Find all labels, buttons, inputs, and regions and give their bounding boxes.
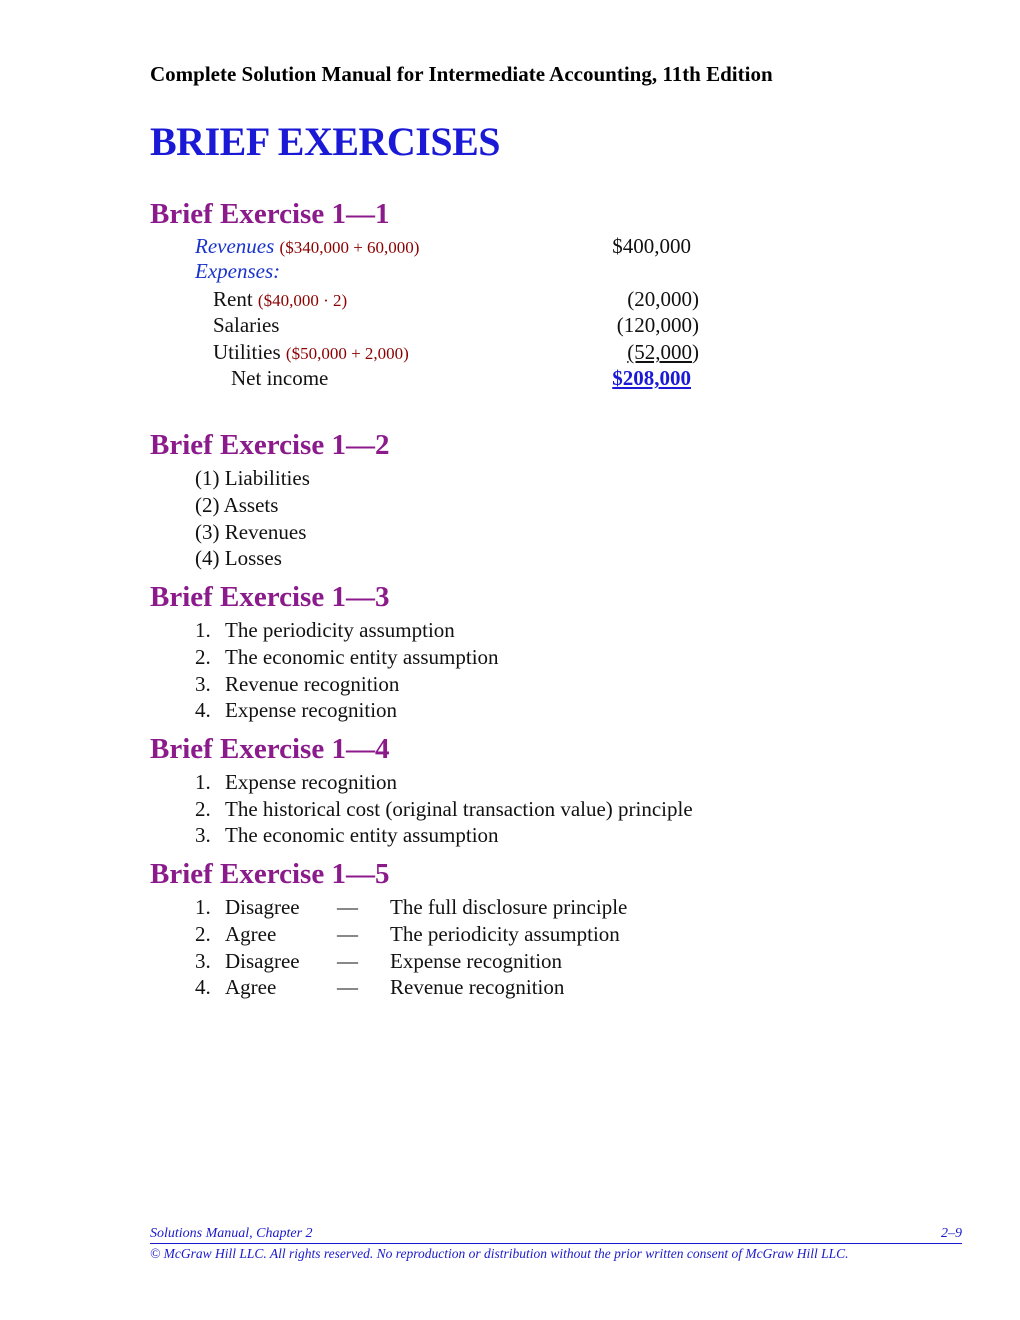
list-item: (3) Revenues: [195, 520, 307, 544]
revenues-calc: ($340,000 + 60,000): [279, 238, 420, 257]
footer-divider: [150, 1243, 962, 1244]
utilities-amount-paren: ): [692, 340, 699, 364]
page-title: BRIEF EXERCISES: [150, 119, 501, 164]
list-item: 4. Expense recognition: [195, 698, 398, 722]
utilities-row: [213, 340, 409, 365]
revenues-label: Revenues: [195, 234, 275, 258]
list-item: 3. The economic entity assumption: [195, 823, 499, 847]
net-income-label: Net income: [231, 366, 329, 390]
exercise-3-heading: Brief Exercise 1—3: [150, 581, 390, 613]
exercise-2-heading: Brief Exercise 1—2: [150, 429, 390, 461]
list-item: 1. Expense recognition: [195, 770, 398, 794]
reason: The periodicity assumption: [390, 922, 620, 946]
footer-page-number: 2–9: [941, 1226, 962, 1241]
rent-amount: (20,000): [627, 287, 699, 311]
list-item: (4) Losses: [195, 546, 282, 570]
net-income-amount: $208,000: [612, 366, 691, 390]
revenues-row: [195, 234, 419, 259]
utilities-label: Utilities: [213, 340, 281, 364]
list-item: 2. Agree: [195, 922, 277, 946]
salaries-amount: (120,000): [616, 313, 699, 337]
list-item: (1) Liabilities: [195, 466, 310, 490]
list-item: 2. The historical cost (original transaction value) principle: [195, 797, 693, 821]
exercise-4-heading: Brief Exercise 1—4: [150, 733, 390, 765]
dash: —: [337, 975, 358, 999]
list-item: 1. The periodicity assumption: [195, 618, 455, 642]
utilities-amount: [560, 340, 699, 365]
list-item: 3. Disagree: [195, 949, 300, 973]
reason: Revenue recognition: [390, 975, 565, 999]
reason: Expense recognition: [390, 949, 563, 973]
list-item: 2. The economic entity assumption: [195, 645, 499, 669]
salaries-label: Salaries: [213, 313, 280, 337]
rent-calc: ($40,000 · 2): [257, 291, 348, 310]
footer-copyright: © McGraw Hill LLC. All rights reserved. No reproduction or distribution without the prior written consent of McGraw Hill LLC.: [150, 1246, 849, 1261]
dash: —: [337, 949, 358, 973]
utilities-amount-value: (52,000: [627, 340, 692, 364]
rent-label: Rent: [213, 287, 253, 311]
expenses-label: Expenses:: [195, 259, 281, 283]
list-item: (2) Assets: [195, 493, 279, 517]
exercise-5-heading: Brief Exercise 1—5: [150, 858, 390, 890]
revenues-amount: $400,000: [612, 234, 691, 258]
dash: —: [337, 895, 358, 919]
exercise-1-heading: Brief Exercise 1—1: [150, 198, 390, 230]
dash: —: [337, 922, 358, 946]
list-item: 4. Agree: [195, 975, 277, 999]
footer-chapter: Solutions Manual, Chapter 2: [150, 1226, 313, 1241]
list-item: 3. Revenue recognition: [195, 672, 400, 696]
document-header: Complete Solution Manual for Intermediate Accounting, 11th Edition: [150, 62, 773, 86]
list-item: 1. Disagree: [195, 895, 300, 919]
utilities-calc: ($50,000 + 2,000): [285, 344, 409, 363]
reason: The full disclosure principle: [390, 895, 628, 919]
rent-row: [213, 287, 347, 312]
